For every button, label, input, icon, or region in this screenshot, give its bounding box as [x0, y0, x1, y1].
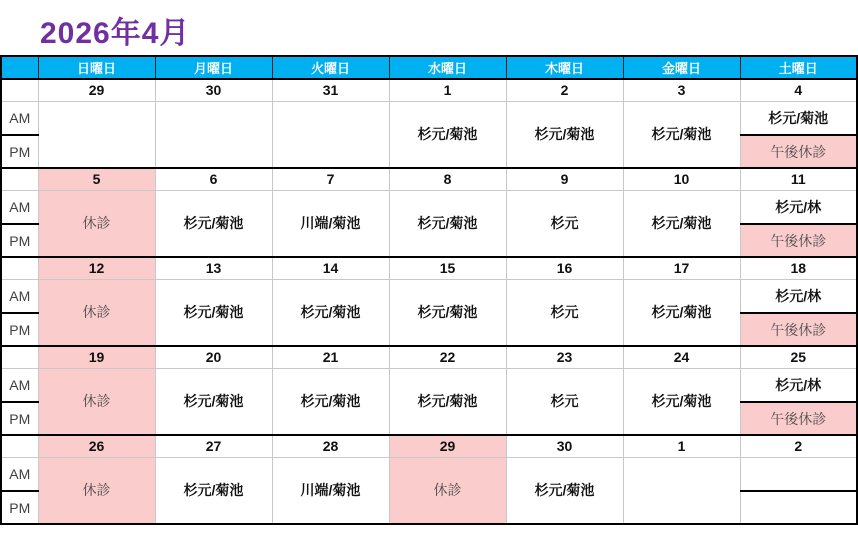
date-cell: 15	[389, 257, 506, 279]
date-cell: 25	[740, 346, 857, 368]
am-row-label: AM	[1, 457, 38, 491]
date-cell: 11	[740, 168, 857, 190]
staff-cell: 杉元/菊池	[155, 368, 272, 435]
date-cell: 22	[389, 346, 506, 368]
date-cell: 14	[272, 257, 389, 279]
week-4-date-row	[1, 346, 857, 368]
week-2-date-row	[1, 168, 857, 190]
staff-cell: 杉元/菊池	[623, 101, 740, 168]
week-1-am-row	[1, 101, 857, 135]
date-cell: 19	[38, 346, 155, 368]
date-row-label-cell	[1, 168, 38, 190]
pm-closed-cell: 午後休診	[740, 402, 857, 435]
staff-cell: 杉元/菊池	[389, 101, 506, 168]
date-cell: 12	[38, 257, 155, 279]
staff-cell: 杉元/菊池	[623, 279, 740, 346]
weekday-header-wednesday: 水曜日	[389, 56, 506, 79]
page-title: 2026年4月	[40, 17, 191, 50]
weekday-header-tuesday: 火曜日	[272, 56, 389, 79]
date-cell: 21	[272, 346, 389, 368]
date-cell: 29	[38, 79, 155, 101]
week-4-am-row	[1, 368, 857, 402]
weekday-header-sunday: 日曜日	[38, 56, 155, 79]
week-1-date-row	[1, 79, 857, 101]
date-cell: 3	[623, 79, 740, 101]
schedule-calendar	[0, 55, 858, 525]
corner-cell	[1, 56, 38, 79]
closed-cell: 休診	[38, 368, 155, 435]
staff-cell	[38, 101, 155, 168]
week-5-date-row	[1, 435, 857, 457]
pm-closed-cell: 午後休診	[740, 224, 857, 257]
week-3-am-row	[1, 279, 857, 313]
staff-cell: 杉元/菊池	[506, 101, 623, 168]
staff-cell: 杉元/菊池	[155, 279, 272, 346]
date-cell: 26	[38, 435, 155, 457]
date-cell: 1	[389, 79, 506, 101]
staff-cell: 杉元/菊池	[623, 368, 740, 435]
pm-cell	[740, 491, 857, 524]
staff-cell: 川端/菊池	[272, 190, 389, 257]
pm-row-label: PM	[1, 313, 38, 346]
date-cell: 2	[740, 435, 857, 457]
date-cell: 27	[155, 435, 272, 457]
pm-row-label: PM	[1, 491, 38, 524]
date-cell: 1	[623, 435, 740, 457]
date-row-label-cell	[1, 79, 38, 101]
pm-row-label: PM	[1, 135, 38, 168]
date-cell: 13	[155, 257, 272, 279]
pm-closed-cell: 午後休診	[740, 135, 857, 168]
staff-cell: 杉元	[506, 279, 623, 346]
staff-cell: 杉元/菊池	[272, 368, 389, 435]
staff-cell: 杉元/菊池	[389, 279, 506, 346]
staff-cell: 杉元/菊池	[389, 190, 506, 257]
date-cell: 20	[155, 346, 272, 368]
date-cell: 30	[506, 435, 623, 457]
weekday-header-friday: 金曜日	[623, 56, 740, 79]
staff-cell	[623, 457, 740, 524]
weekday-header-thursday: 木曜日	[506, 56, 623, 79]
staff-cell: 杉元/菊池	[389, 368, 506, 435]
date-cell: 6	[155, 168, 272, 190]
staff-cell: 杉元/菊池	[155, 457, 272, 524]
date-cell: 2	[506, 79, 623, 101]
weekday-header-saturday: 土曜日	[740, 56, 857, 79]
week-2-am-row	[1, 190, 857, 224]
closed-cell: 休診	[38, 457, 155, 524]
closed-cell: 休診	[38, 190, 155, 257]
date-cell: 7	[272, 168, 389, 190]
date-cell: 29	[389, 435, 506, 457]
staff-cell: 杉元/菊池	[506, 457, 623, 524]
date-cell: 9	[506, 168, 623, 190]
week-5-am-row	[1, 457, 857, 491]
date-cell: 10	[623, 168, 740, 190]
staff-cell	[155, 101, 272, 168]
date-row-label-cell	[1, 346, 38, 368]
am-staff-cell: 杉元/林	[740, 190, 857, 224]
staff-cell: 杉元/菊池	[272, 279, 389, 346]
closed-cell: 休診	[389, 457, 506, 524]
date-cell: 23	[506, 346, 623, 368]
am-staff-cell: 杉元/林	[740, 368, 857, 402]
date-cell: 8	[389, 168, 506, 190]
staff-cell: 杉元	[506, 368, 623, 435]
pm-closed-cell: 午後休診	[740, 313, 857, 346]
date-cell: 16	[506, 257, 623, 279]
pm-row-label: PM	[1, 402, 38, 435]
staff-cell: 川端/菊池	[272, 457, 389, 524]
closed-cell: 休診	[38, 279, 155, 346]
date-row-label-cell	[1, 257, 38, 279]
staff-cell: 杉元/菊池	[623, 190, 740, 257]
date-cell: 18	[740, 257, 857, 279]
date-cell: 24	[623, 346, 740, 368]
staff-cell: 杉元/菊池	[155, 190, 272, 257]
am-row-label: AM	[1, 190, 38, 224]
weekday-header-monday: 月曜日	[155, 56, 272, 79]
am-staff-cell	[740, 457, 857, 491]
date-cell: 28	[272, 435, 389, 457]
am-staff-cell: 杉元/林	[740, 279, 857, 313]
date-row-label-cell	[1, 435, 38, 457]
weekday-header-row	[1, 56, 857, 79]
date-cell: 4	[740, 79, 857, 101]
am-staff-cell: 杉元/菊池	[740, 101, 857, 135]
date-cell: 5	[38, 168, 155, 190]
date-cell: 31	[272, 79, 389, 101]
week-3-date-row	[1, 257, 857, 279]
am-row-label: AM	[1, 101, 38, 135]
pm-row-label: PM	[1, 224, 38, 257]
staff-cell: 杉元	[506, 190, 623, 257]
staff-cell	[272, 101, 389, 168]
am-row-label: AM	[1, 368, 38, 402]
date-cell: 30	[155, 79, 272, 101]
date-cell: 17	[623, 257, 740, 279]
am-row-label: AM	[1, 279, 38, 313]
